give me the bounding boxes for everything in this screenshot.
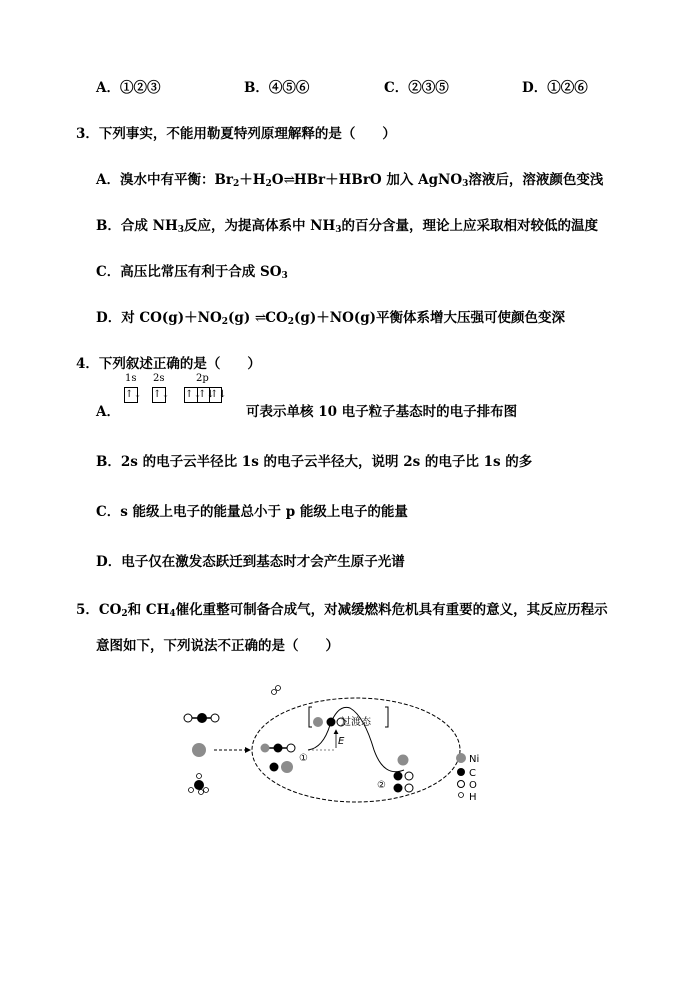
q4-option-a-letter: A． <box>96 404 120 420</box>
products-co <box>394 755 414 793</box>
equilibrium-arrow-icon: ⇌ <box>283 172 294 188</box>
option-a: A．①②③ <box>96 80 161 96</box>
adsorbed-ch-species <box>270 761 294 773</box>
orbital-box-2s <box>152 387 170 403</box>
orbital-label-2s: 2s <box>153 373 165 384</box>
step-1-label: ① <box>299 753 308 764</box>
ch4-molecule <box>189 774 209 795</box>
q3-option-d: D．对 $CO(g)+NO_2(g)$ $\rightleftharpoons CO_2(g)+NO(g)$平衡体系增大压强可使颜色变深 <box>96 310 566 327</box>
reaction-ellipse <box>252 698 460 802</box>
h2-molecule <box>272 686 281 695</box>
orbital-box-2p <box>184 387 227 403</box>
legend-h-swatch <box>459 793 464 798</box>
legend <box>456 753 479 803</box>
q4-option-c: C．s 能级上电子的能量总小于 p 能级上电子的能量 <box>96 504 408 520</box>
transition-state-label: 过渡态 <box>341 717 371 728</box>
orbital-box-1s <box>124 387 142 403</box>
orbital-diagram <box>122 373 240 407</box>
q4-option-a-text: 可表示单核 10 电子粒子基态时的电子排布图 <box>246 404 518 420</box>
orbital-cell: ↑↓ <box>125 389 142 400</box>
step-2-label: ② <box>377 780 386 791</box>
legend-c-swatch <box>457 768 465 776</box>
legend-ni-label: Ni <box>469 754 480 765</box>
legend-ni-swatch <box>456 753 466 763</box>
option-c: C．②③⑤ <box>384 80 449 96</box>
legend-o-swatch <box>458 781 465 788</box>
q4-option-b: B．2s 的电子云半径比 1s 的电子云半径大，说明 2s 的电子比 1s 的多 <box>96 454 533 470</box>
q3-stem: 3．下列事实，不能用勒夏特列原理解释的是（ ） <box>76 126 396 142</box>
orbital-cell: ↑↓ <box>198 389 215 400</box>
q5-stem-line1: 5．$CO_2$和 $CH_4$催化重整可制备合成气，对减缓燃料危机具有重要的意义，其反应历程示 <box>76 602 608 619</box>
q5-stem-line2: 意图如下，下列说法不正确的是（ ） <box>96 638 339 654</box>
orbital-cell: ↑↓ <box>153 389 170 400</box>
ni-catalyst-atom <box>192 743 206 757</box>
q4-stem: 4．下列叙述正确的是（ ） <box>76 356 261 372</box>
orbital-cell: ↑↓ <box>185 389 202 400</box>
orbital-cell: ↑↓ <box>210 389 227 400</box>
q3-option-a: A．溴水中有平衡：$Br_2+H_2O\rightleftharpoons HBr+HBrO$ 加入 AgNO$_3$溶液后，溶液颜色变浅 <box>96 172 604 189</box>
reaction-mechanism-figure <box>178 680 498 810</box>
legend-h-label: H <box>469 792 477 803</box>
q4-option-d: D．电子仅在激发态跃迁到基态时才会产生原子光谱 <box>96 554 405 570</box>
orbital-label-1s: 1s <box>125 373 137 384</box>
legend-o-label: O <box>469 780 477 791</box>
co2-molecule <box>184 713 219 723</box>
adsorbed-co2 <box>261 744 296 753</box>
transition-state <box>309 707 388 728</box>
mechanism-svg <box>178 680 498 810</box>
option-b: B．④⑤⑥ <box>244 80 310 96</box>
energy-label: E <box>338 736 345 747</box>
equilibrium-arrow-icon: ⇌ <box>254 310 266 326</box>
orbital-label-2p: 2p <box>196 373 209 384</box>
q3-option-c: C．高压比常压有利于合成 $SO_3$ <box>96 264 288 281</box>
q3-option-b: B．合成 $NH_3$反应，为提高体系中 $NH_3$的百分含量，理论上应采取相对较低的温度 <box>96 218 599 235</box>
legend-c-label: C <box>469 768 476 779</box>
option-d: D．①②⑥ <box>522 80 588 96</box>
